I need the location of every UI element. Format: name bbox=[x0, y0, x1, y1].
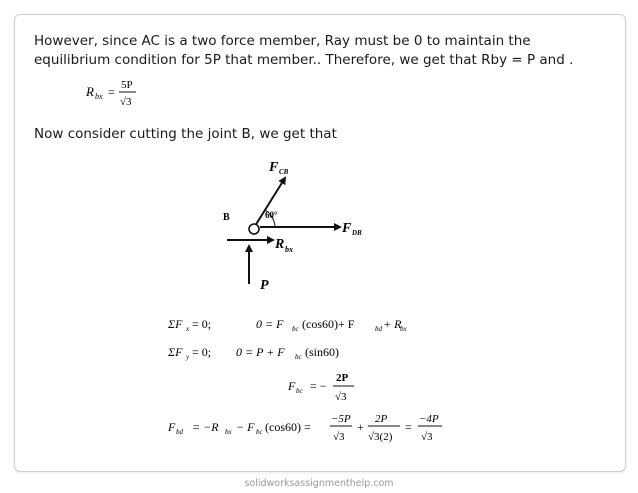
intro-paragraph: However, since AC is a two force member, Ray must be 0 to maintain the equilibrium condition for 5P that member.. Therefore, we get that Rby = P and . bbox=[34, 33, 574, 68]
force-cb-label: F bbox=[269, 160, 279, 175]
fbd-rhs-sub2: bc bbox=[256, 428, 263, 436]
fbc-eq: = − bbox=[310, 379, 327, 393]
fbc-den: √3 bbox=[335, 391, 347, 403]
rbx-numerator: 5P bbox=[121, 79, 133, 91]
sum-fy-rhs-sub: bc bbox=[295, 353, 302, 361]
sum-fy: ΣF bbox=[168, 345, 183, 359]
rbx-denominator: √3 bbox=[120, 96, 132, 108]
sum-fx-rhs-b: (cos60)+ F bbox=[302, 317, 355, 331]
fbd-plus: + bbox=[357, 420, 364, 434]
footer-watermark: solidworksassignmenthelp.com bbox=[244, 478, 394, 489]
equilibrium-equations bbox=[168, 312, 468, 452]
reaction-label: R bbox=[275, 237, 285, 252]
sum-fy-rhs-a: 0 = P + F bbox=[236, 345, 285, 359]
sum-fx-rhs-sub1: bc bbox=[292, 325, 299, 333]
rbx-equation bbox=[86, 76, 156, 110]
fbc-lhs: F bbox=[288, 379, 296, 393]
fbd-rhs-a: = −R bbox=[192, 420, 219, 434]
joint-b-circle bbox=[249, 224, 259, 234]
joint-b-label: B bbox=[223, 212, 230, 223]
rbx-equals: = bbox=[108, 85, 115, 99]
fbd-lhs-sub: bd bbox=[176, 428, 183, 436]
rbx-lhs: R bbox=[86, 84, 94, 99]
angle-label: 60° bbox=[265, 210, 278, 220]
fbc-lhs-sub: bc bbox=[296, 387, 303, 395]
sum-fx-rhs-sub2: bd bbox=[375, 325, 382, 333]
sum-fy-sub: y bbox=[186, 353, 190, 361]
force-cb-sub: CB bbox=[279, 168, 289, 176]
sum-fx-rhs-sub3: bx bbox=[400, 325, 407, 333]
force-db-sub: DB bbox=[352, 229, 362, 237]
joint-b-free-body-diagram bbox=[205, 152, 385, 292]
sum-fy-rhs-b: (sin60) bbox=[305, 345, 339, 359]
fbd-rhs-sub1: bx bbox=[225, 428, 232, 436]
fbd-frac2-num: 2P bbox=[375, 413, 388, 425]
sum-fx-sub: x bbox=[186, 325, 190, 333]
sum-fx-rhs-c: + R bbox=[383, 317, 402, 331]
fbd-eq2: = bbox=[405, 420, 412, 434]
fbc-num: 2P bbox=[336, 372, 349, 384]
fbd-rhs-c: (cos60) = bbox=[265, 420, 311, 434]
fbd-frac1-num: −5P bbox=[331, 413, 351, 425]
fbd-lhs: F bbox=[168, 420, 176, 434]
load-label: P bbox=[260, 278, 269, 292]
sum-fx: ΣF bbox=[168, 317, 183, 331]
fbd-frac3-num: −4P bbox=[419, 413, 439, 425]
force-db-label: F bbox=[342, 221, 352, 236]
sum-fx-rhs-a: 0 = F bbox=[256, 317, 284, 331]
fbd-rhs-b: − F bbox=[236, 420, 255, 434]
fbd-frac1-den: √3 bbox=[333, 431, 345, 443]
reaction-sub: bx bbox=[285, 245, 293, 254]
sum-fy-eq: = 0; bbox=[192, 345, 212, 359]
fbd-frac3-den: √3 bbox=[421, 431, 433, 443]
rbx-lhs-sub: bx bbox=[95, 92, 103, 101]
sum-fx-eq: = 0; bbox=[192, 317, 212, 331]
fbd-frac2-den: √3(2) bbox=[368, 431, 393, 443]
joint-b-paragraph: Now consider cutting the joint B, we get that bbox=[34, 126, 337, 142]
